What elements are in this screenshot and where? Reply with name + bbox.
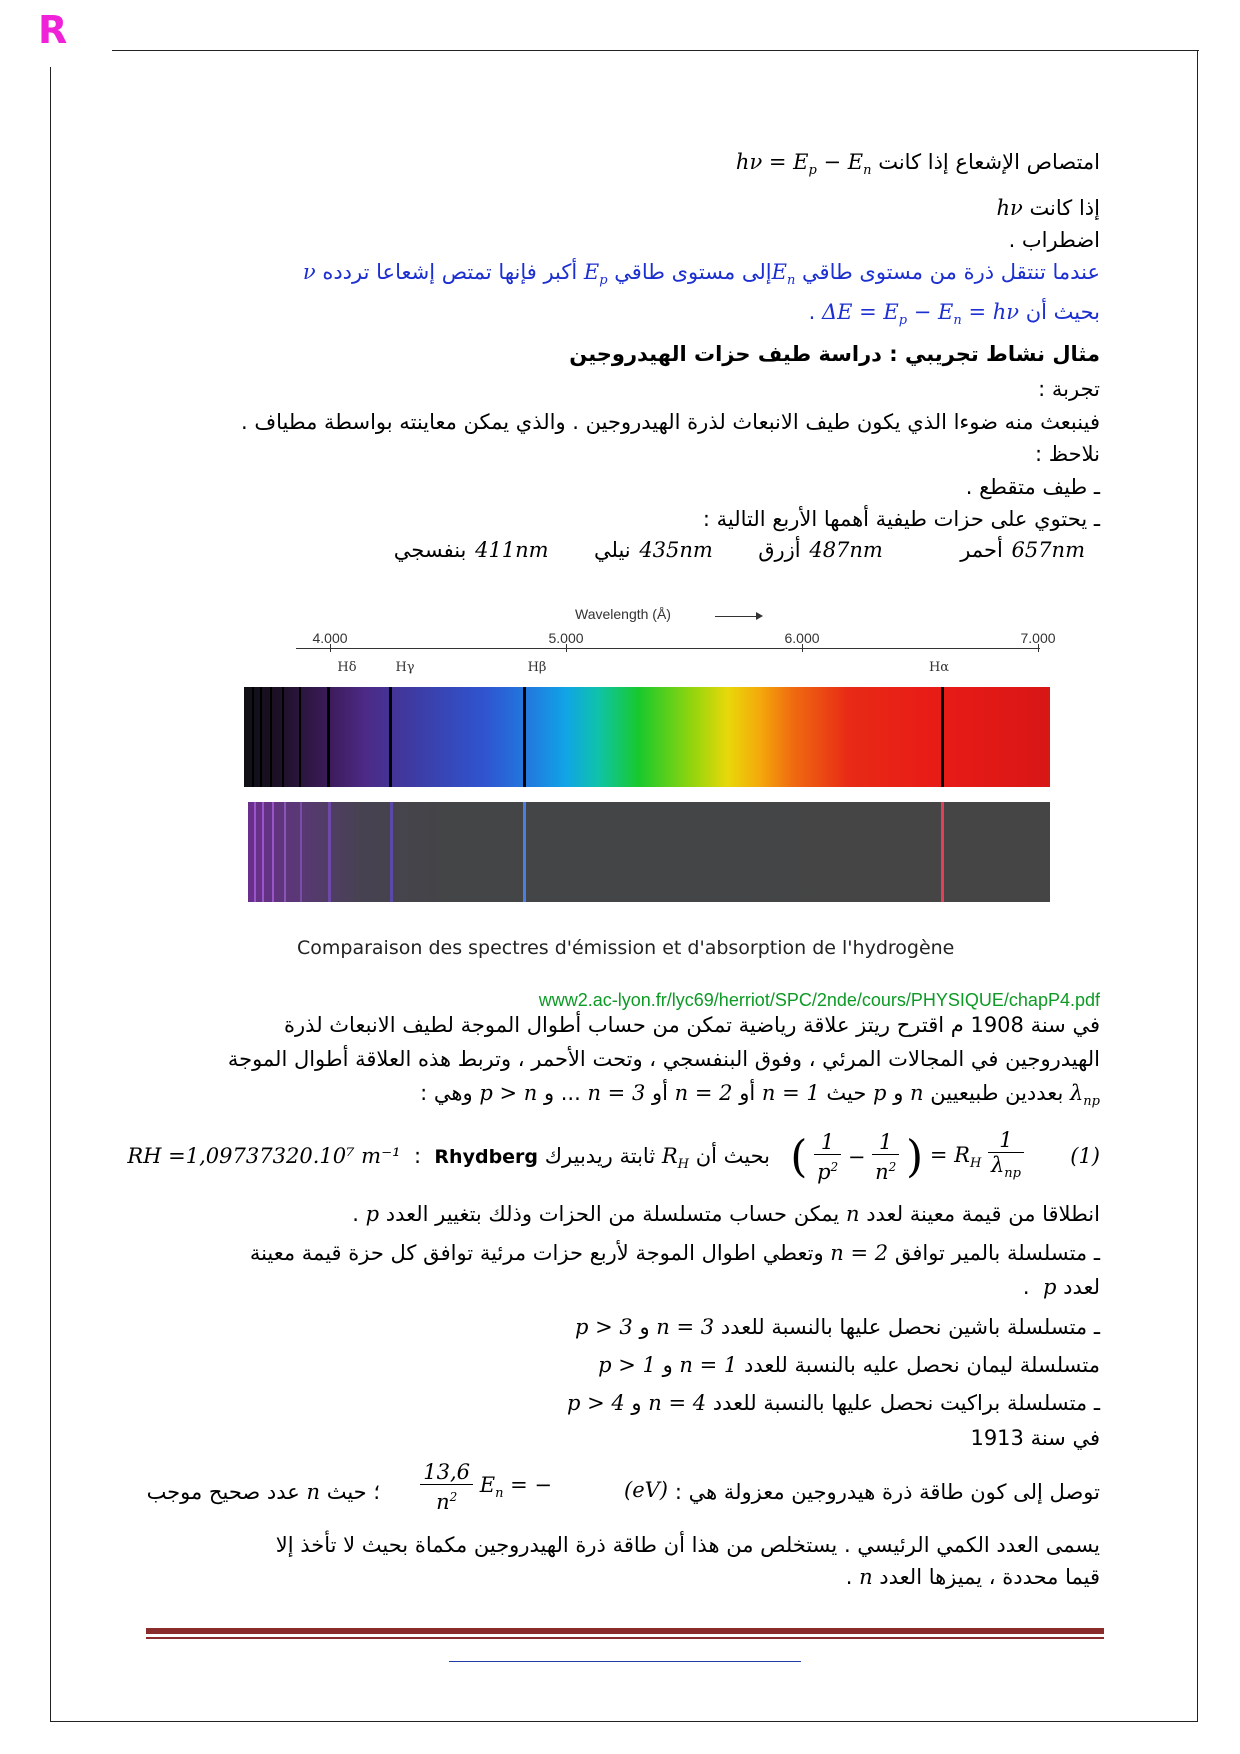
p-greater-3: p > 3 xyxy=(575,1315,633,1339)
fraction-1-over-lambda: $\frac{1}{\lambda_{np}}$ xyxy=(988,1128,1024,1186)
series-label-h-gamma: Hγ xyxy=(395,660,415,675)
symbol-nu: ν xyxy=(302,260,316,284)
text: بحيث أن xyxy=(1025,300,1100,324)
frame-bottom-border xyxy=(50,1721,1198,1722)
p-greater-4: p > 4 xyxy=(566,1391,625,1415)
n-equals-3: n = 3 xyxy=(656,1315,715,1339)
equation: $h\nu = E_p - E_n$ xyxy=(735,150,872,179)
text: انطلاقا من قيمة معينة لعدد xyxy=(866,1202,1100,1226)
symbol-n: n xyxy=(845,1202,860,1226)
line-value: 657nm xyxy=(1011,538,1085,562)
emission-line-mark xyxy=(254,802,256,902)
logo: R xyxy=(38,8,68,52)
text: . xyxy=(808,300,816,324)
tick-label: 4.000 xyxy=(312,630,348,646)
absorption-line-mark xyxy=(260,687,262,787)
brackett-series-line xyxy=(567,1391,1100,1415)
figure-caption: Comparaison des spectres d'émission et d'absorption de l'hydrogène xyxy=(297,937,955,959)
section-heading: مثال نشاط تجريبي : دراسة طيف حزات الهيدروجين xyxy=(569,342,1100,366)
text: و xyxy=(631,1391,642,1415)
fraction-1-over-n2: $\frac{1}{n^2}$ xyxy=(872,1130,899,1184)
symbol-p: p xyxy=(365,1202,380,1226)
h-delta-emission-line xyxy=(328,802,331,902)
text: ثابتة ريدبيرك xyxy=(544,1144,656,1168)
line-label: أحمر xyxy=(960,538,1003,562)
equation-number: (1) xyxy=(1070,1144,1100,1168)
text: ؛ حيث xyxy=(326,1480,380,1504)
frame-right-border xyxy=(1197,50,1198,1722)
lyman-series-line xyxy=(598,1353,1100,1377)
text: بحيث أن xyxy=(695,1144,770,1168)
hydrogen-spectrum-figure xyxy=(230,600,1080,970)
transition-line xyxy=(296,260,1100,288)
absorption-line xyxy=(736,150,1100,178)
observation-label: نلاحظ : xyxy=(1034,442,1100,466)
emission-line-mark xyxy=(272,802,274,902)
text: لعدد xyxy=(1063,1275,1100,1299)
h-alpha-dark-line xyxy=(941,687,944,787)
symbol-n: n xyxy=(859,1565,873,1589)
h-alpha-emission-line xyxy=(941,802,944,902)
tick-label: 6.000 xyxy=(784,630,820,646)
symbol-p: p xyxy=(1042,1275,1057,1299)
fraction-1-over-p2: $\frac{1}{p^2}$ xyxy=(814,1130,841,1184)
n-equals-3: n = 3 xyxy=(587,1081,646,1105)
ritz-paragraph-line-3 xyxy=(420,1081,1100,1109)
h-delta-dark-line xyxy=(327,687,330,787)
energy-formula: $E_n$ = − $\frac{13,6}{n^2}$ xyxy=(420,1460,552,1514)
equation: $\Delta E = E_p - E_n = h\nu$ xyxy=(821,300,1020,329)
symbol-n: n xyxy=(306,1480,321,1504)
symbol-en: $E_n$ xyxy=(771,260,796,289)
absorption-line-mark xyxy=(270,687,272,787)
equation: hν xyxy=(996,196,1023,220)
paschen-series-line xyxy=(575,1315,1100,1339)
footer-underline xyxy=(449,1661,801,1662)
rydberg-formula: $\frac{1}{\lambda_{np}}$ = $R_H$ ( $\frac{1}{n^2}$ − $\frac{1}{p^2}$ ) xyxy=(790,1128,1024,1186)
text: متسلسلة ليمان نحصل عليه بالنسبة للعدد xyxy=(743,1353,1100,1377)
source-link[interactable]: www2.ac-lyon.fr/lyc69/herriot/SPC/2nde/cours/PHYSIQUE/chapP4.pdf xyxy=(538,990,1100,1010)
tick-label: 5.000 xyxy=(548,630,584,646)
axis-title: Wavelength (Å) xyxy=(575,606,671,622)
footer-rule-thin xyxy=(146,1637,1104,1639)
emission-line-mark xyxy=(262,802,264,902)
symbol-p: p xyxy=(873,1081,887,1105)
text: امتصاص الإشعاع إذا كانت xyxy=(878,150,1100,174)
n-equals-2: n = 2 xyxy=(674,1081,733,1105)
text: ـ متسلسلة باشين نحصل عليها بالنسبة للعدد xyxy=(720,1315,1100,1339)
absorption-line-mark xyxy=(252,687,254,787)
quantum-number-line-2 xyxy=(846,1565,1100,1589)
rydberg-description: بحيث أن $R_H$ ثابتة ريدبيرك Rhydberg : RH =1,09737320.10⁷ m⁻¹ xyxy=(127,1144,770,1173)
line-value: 435nm xyxy=(639,538,713,562)
tick-label: 7.000 xyxy=(1020,630,1056,646)
n-equals-2: n = 2 xyxy=(830,1241,889,1265)
perturbation-line: اضطراب . xyxy=(1008,228,1100,252)
ritz-paragraph-line-2: الهيدروجين في المجالات المرئي ، وفوق البنفسجي ، وتحت الأحمر ، وتربط هذه العلاقة أطوال الموجة xyxy=(227,1047,1100,1071)
energy-formula-note xyxy=(147,1480,380,1504)
experiment-label: تجربة : xyxy=(1038,377,1100,401)
energy-relation-line xyxy=(809,300,1100,328)
h-gamma-dark-line xyxy=(389,687,392,787)
balmer-series-line xyxy=(250,1241,1100,1265)
ritz-paragraph-line-1: في سنة 1908 م اقترح ريتز علاقة رياضية تمكن من حساب أطوال الموجة لطيف الانبعاث لذرة xyxy=(284,1013,1100,1037)
text: أو xyxy=(739,1081,756,1105)
fraction-13-6-over-n2: $\frac{13,6}{n^2}$ xyxy=(420,1460,473,1514)
text: حيث xyxy=(826,1081,867,1105)
h-beta-dark-line xyxy=(523,687,526,787)
text: إذا كانت xyxy=(1029,196,1100,220)
h-gamma-emission-line xyxy=(390,802,393,902)
text: و xyxy=(662,1353,673,1377)
absorption-spectrum xyxy=(248,802,1050,902)
line-label: بنفسجي xyxy=(393,538,467,562)
series-intro-line: انطلاقا من قيمة معينة لعدد n يمكن حساب متسلسلة من الحزات وذلك بتغيير العدد p . xyxy=(352,1202,1100,1226)
p-greater-n: p > n xyxy=(479,1081,538,1105)
text: عندما تنتقل ذرة من مستوى طاقي xyxy=(802,260,1100,284)
symbol-ep: $E_p$ xyxy=(583,260,608,289)
year-1913-line: في سنة 1913 xyxy=(970,1426,1100,1450)
frame-left-border xyxy=(50,67,51,1722)
absorption-line-mark xyxy=(299,687,301,787)
absorption-line-mark xyxy=(282,687,284,787)
text: ـ متسلسلة براكيت نحصل عليها بالنسبة للعدد xyxy=(712,1391,1100,1415)
text: و xyxy=(639,1315,650,1339)
text: وهي : xyxy=(420,1081,473,1105)
spectral-lines-list xyxy=(394,538,1085,562)
line-label: أزرق xyxy=(758,538,801,562)
rydberg-constant-value: RH =1,09737320.10⁷ m⁻¹ xyxy=(127,1144,401,1168)
line-label: نيلي xyxy=(593,538,631,562)
discontinuous-spectrum: ـ طيف متقطع . xyxy=(965,475,1100,499)
text: بعددين طبيعيين xyxy=(930,1081,1064,1105)
line-value: 487nm xyxy=(809,538,883,562)
symbol-n: n xyxy=(910,1081,924,1105)
text: إلى مستوى طاقي xyxy=(614,260,772,284)
text: قيما محددة ، يميزها العدد xyxy=(879,1565,1100,1589)
frame-top-border xyxy=(112,50,1199,51)
rydberg-equation-line xyxy=(127,1128,1100,1200)
text: . xyxy=(845,1565,853,1589)
n-equals-1: n = 1 xyxy=(679,1353,738,1377)
text: توصل إلى كون طاقة ذرة هيدروجين معزولة هي : xyxy=(674,1480,1100,1504)
wavelength-scale xyxy=(296,648,1040,649)
emission-spectrum xyxy=(244,687,1050,787)
text: ... و xyxy=(543,1081,581,1105)
text: عدد صحيح موجب xyxy=(146,1480,300,1504)
rydberg-name: Rhydberg xyxy=(434,1146,539,1168)
quantum-number-line-1: يسمى العدد الكمي الرئيسي . يستخلص من هذا أن طاقة ذرة الهيدروجين مكماة بحيث لا تأخذ إلا xyxy=(275,1533,1100,1557)
n-equals-4: n = 4 xyxy=(648,1391,707,1415)
text: أكبر فإنها تمتص إشعاعا تردده xyxy=(322,260,578,284)
text: أو xyxy=(652,1081,668,1105)
emission-line-mark xyxy=(284,802,286,902)
symbol-rh: $R_H$ xyxy=(661,1144,690,1173)
balmer-series-line-2: لعدد p . xyxy=(1022,1275,1100,1299)
if-condition-line xyxy=(996,196,1100,220)
emission-sentence: فينبعث منه ضوءا الذي يكون طيف الانبعاث لذرة الهيدروجين . والذي يمكن معاينته بواسطة مطياف . xyxy=(241,410,1100,434)
text: يمكن حساب متسلسلة من الحزات وذلك بتغيير العدد xyxy=(385,1202,840,1226)
text: وتعطي اطوال الموجة لأربع حزات مرئية توافق كل حزة قيمة معينة xyxy=(249,1241,824,1265)
series-label-h-delta: Hδ xyxy=(337,660,357,675)
n-equals-1: n = 1 xyxy=(761,1081,820,1105)
text: ـ متسلسلة بالمير توافق xyxy=(894,1241,1100,1265)
footer-rule xyxy=(146,1628,1104,1634)
text: و xyxy=(893,1081,904,1105)
unit-ev: (eV) xyxy=(624,1478,668,1502)
series-label-h-alpha: Hα xyxy=(928,660,950,675)
arrow-right-icon xyxy=(715,616,761,617)
p-greater-1: p > 1 xyxy=(598,1353,656,1377)
series-label-h-beta: Hβ xyxy=(527,660,547,675)
line-value: 411nm xyxy=(475,538,549,562)
symbol-lambda-np: $\lambda_{np}$ xyxy=(1069,1081,1100,1110)
spectral-lines-intro: ـ يحتوي على حزات طيفية أهمها الأربع التالية : xyxy=(702,507,1100,531)
emission-line-mark xyxy=(300,802,302,902)
h-beta-emission-line xyxy=(523,802,526,902)
